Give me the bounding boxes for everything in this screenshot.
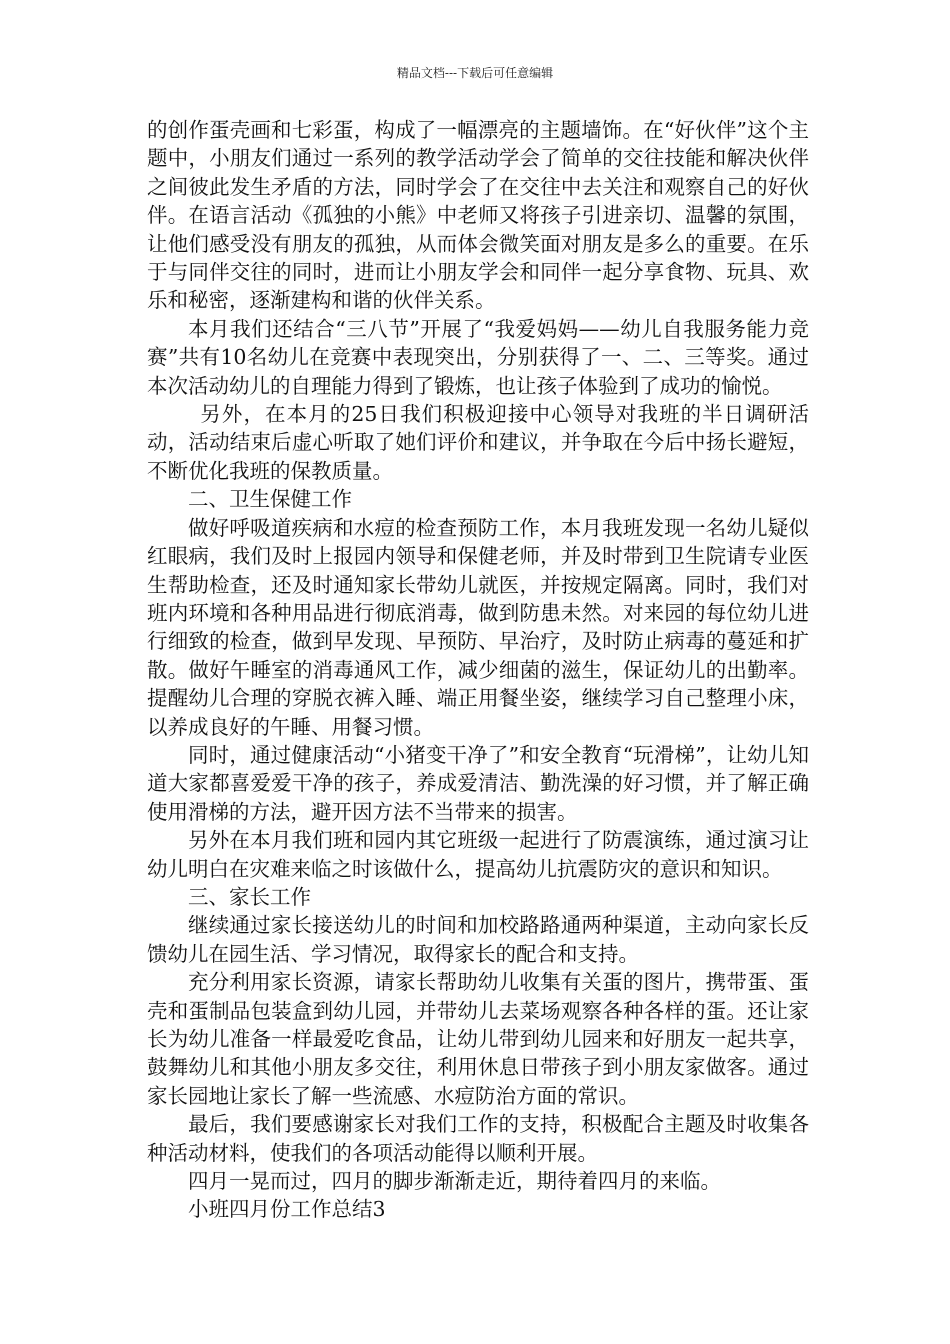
heading-health-work: 二、卫生保健工作 (188, 487, 352, 512)
paragraph-womens-day: 本月我们还结合“三八节”开展了“我爱妈妈——幼儿自我服务能力竞赛”共有10名幼儿在竞赛中表现突出，分别获得了一、二、三等奖。通过本次活动幼儿的自理能力得到了锻炼，也让孩子体验到了成功的愉悦。 (147, 316, 809, 398)
next-section-title: 小班四月份工作总结3 (188, 1197, 386, 1222)
heading-parent-work: 三、家长工作 (188, 884, 311, 909)
paragraph-parent-resources: 充分利用家长资源，请家长帮助幼儿收集有关蛋的图片，携带蛋、蛋壳和蛋制品包装盒到幼儿园，并带幼儿去菜场观察各种各样的蛋。还让家长为幼儿准备一样最爱吃食品，让幼儿带到幼儿园来和好朋友一起共享，鼓舞幼儿和其他小朋友多交往，利用休息日带孩子到小朋友家做客。通过家长园地让家长了解一些流感、水痘防治方面的常识。 (147, 970, 809, 1108)
paragraph-theme-wall: 的创作蛋壳画和七彩蛋，构成了一幅漂亮的主题墙饰。在“好伙伴”这个主题中，小朋友们通过一系列的教学活动学会了简单的交往技能和解决伙伴之间彼此发生矛盾的方法，同时学会了在交往中去关注和观察自己的好伙伴。在语言活动《孤独的小熊》中老师又将孩子引进亲切、温馨的氛围，让他们感受没有朋友的孤独，从而体会微笑面对朋友是多么的重要。在乐于与同伴交往的同时，进而让小朋友学会和同伴一起分享食物、玩具、欢乐和秘密，逐渐建构和谐的伙伴关系。 (147, 118, 809, 313)
paragraph-closing: 四月一晃而过，四月的脚步渐渐走近，期待着四月的来临。 (188, 1169, 721, 1194)
paragraph-parent-feedback: 继续通过家长接送幼儿的时间和加校路路通两种渠道，主动向家长反馈幼儿在园生活、学习情况，取得家长的配合和支持。 (147, 913, 809, 966)
paragraph-disease-prevention: 做好呼吸道疾病和水痘的检查预防工作，本月我班发现一名幼儿疑似红眼病，我们及时上报园内领导和保健老师，并及时带到卫生院请专业医生帮助检查，还及时通知家长带幼儿就医，并按规定隔离。同时，我们对班内环境和各种用品进行彻底消毒，做到防患未然。对来园的每位幼儿进行细致的检查，做到早发现、早预防、早治疗，及时防止病毒的蔓延和扩散。做好午睡室的消毒通风工作，减少细菌的滋生，保证幼儿的出勤率。提醒幼儿合理的穿脱衣裤入睡、端正用餐坐姿，继续学习自己整理小床，以养成良好的午睡、用餐习惯。 (147, 515, 809, 739)
paragraph-thanks: 最后，我们要感谢家长对我们工作的支持，积极配合主题及时收集各种活动材料，使我们的各项活动能得以顺利开展。 (147, 1112, 809, 1165)
document-body (147, 116, 809, 1224)
page-header: 精品文档---下载后可任意编辑 (396, 66, 554, 80)
paragraph-health-activity: 同时，通过健康活动“小猪变干净了”和安全教育“玩滑梯”，让幼儿知道大家都喜爱爱干净的孩子，养成爱清洁、勤洗澡的好习惯，并了解正确使用滑梯的方法，避开因方法不当带来的损害。 (147, 742, 809, 824)
paragraph-earthquake-drill: 另外在本月我们班和园内其它班级一起进行了防震演练，通过演习让幼儿明白在灾难来临之时该做什么，提高幼儿抗震防灾的意识和知识。 (147, 828, 809, 881)
paragraph-inspection: 另外，在本月的25日我们积极迎接中心领导对我班的半日调研活动，活动结束后虚心听取了她们评价和建议，并争取在今后中扬长避短，不断优化我班的保教质量。 (147, 402, 809, 483)
